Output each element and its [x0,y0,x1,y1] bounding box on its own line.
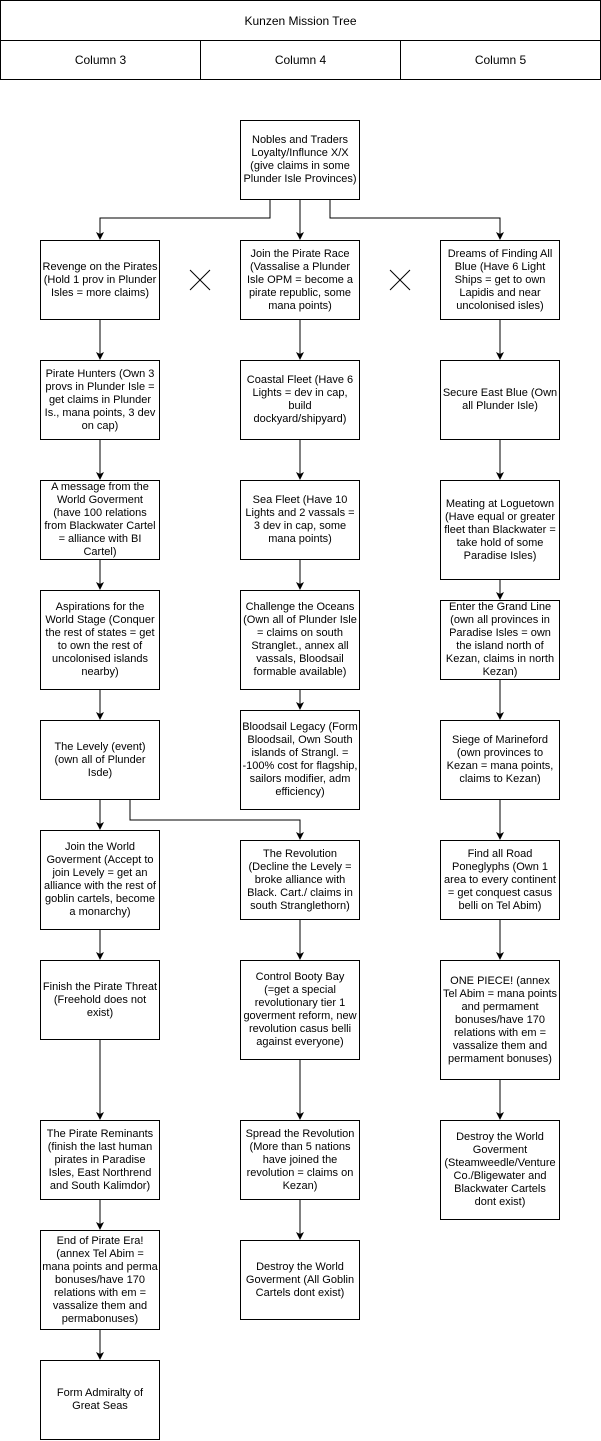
edge-root-c3 [100,200,270,239]
mission-revenge-on-pirates: Revenge on the Pirates (Hold 1 prov in Plunder Isles = more claims) [40,240,160,320]
mission-spread-the-revolution: Spread the Revolution (More than 5 nations have joined the revolution = claims on Kezan) [240,1120,360,1200]
mission-dreams-of-all-blue: Dreams of Finding All Blue (Have 6 Light Ships = get to own Lapidis and near uncolonised isles) [440,240,560,320]
mission-coastal-fleet: Coastal Fleet (Have 6 Lights = dev in cap, build dockyard/shipyard) [240,360,360,440]
column-header-4: Column 4 [200,40,401,80]
mission-join-pirate-race: Join the Pirate Race (Vassalise a Plunder Isle OPM = become a pirate republic, some mana points) [240,240,360,320]
exclusive-x-mark [390,270,410,290]
mission-destroy-world-goverment-c5: Destroy the World Goverment (Steamweedle/Venture Co./Bligewater and Blackwater Cartels dont exist) [440,1120,560,1220]
mission-pirate-reminants: The Pirate Reminants (finish the last human pirates in Paradise Isles, East Northrend and South Kalimdor) [40,1120,160,1200]
exclusive-x-mark [190,270,210,290]
mission-find-road-poneglyphs: Find all Road Poneglyphs (Own 1 area to every continent = get conquest casus belli on Tel Abim) [440,840,560,920]
mission-challenge-the-oceans: Challenge the Oceans (Own all of Plunder Isle = claims on south Stranglet., annex all vassals, Bloodsail formable available) [240,590,360,690]
mission-siege-of-marineford: Siege of Marineford (own provinces to Kezan = mana points, claims to Kezan) [440,720,560,800]
mission-join-world-goverment: Join the World Goverment (Accept to join Levely = get an alliance with the rest of goblin cartels, become a monarchy) [40,830,160,930]
mission-form-admiralty: Form Admiralty of Great Seas [40,1360,160,1440]
mission-bloodsail-legacy: Bloodsail Legacy (Form Bloodsail, Own South islands of Strangl. = -100% cost for flagship, sailors modifier, adm efficiency) [240,710,360,810]
mission-sea-fleet: Sea Fleet (Have 10 Lights and 2 vassals = 3 dev in cap, some mana points) [240,480,360,560]
column-header-5: Column 5 [400,40,601,80]
mission-meating-at-loguetown: Meating at Loguetown (Have equal or greater fleet than Blackwater = take hold of some Paradise Isles) [440,480,560,580]
mission-enter-grand-line: Enter the Grand Line (own all provinces in Paradise Isles = own the island north of Kezan, claims in north Kezan) [440,600,560,680]
mission-one-piece: ONE PIECE! (annex Tel Abim = mana points and permament bonuses/have 170 relations with em = vassalize them and permament bonuses) [440,960,560,1080]
mission-the-levely: The Levely (event) (own all of Plunder Isde) [40,720,160,800]
mission-world-goverment-message: A message from the World Goverment (have 100 relations from Blackwater Cartel = alliance with BI Cartel) [40,480,160,560]
column-header-3: Column 3 [0,40,201,80]
mission-finish-pirate-threat: Finish the Pirate Threat (Freehold does not exist) [40,960,160,1040]
mission-end-of-pirate-era: End of Pirate Era! (annex Tel Abim = mana points and perma bonuses/have 170 relations with em = vassalize them and permabonuses) [40,1230,160,1330]
mission-the-revolution: The Revolution (Decline the Levely = broke alliance with Black. Cart./ claims in south Stranglethorn) [240,840,360,920]
diagram-title: Kunzen Mission Tree [0,0,601,41]
mission-secure-east-blue: Secure East Blue (Own all Plunder Isle) [440,360,560,440]
mission-control-booty-bay: Control Booty Bay (=get a special revolutionary tier 1 goverment reform, new revolution casus belli against everyone) [240,960,360,1060]
edge-root-c5 [330,200,500,239]
mission-root: Nobles and Traders Loyalty/Influnce X/X (give claims in some Plunder Isle Provinces) [240,120,360,200]
mission-destroy-world-goverment-c4: Destroy the World Goverment (All Goblin Cartels dont exist) [240,1240,360,1320]
mission-aspirations-world-stage: Aspirations for the World Stage (Conquer the rest of states = get to own the rest of uncolonised islands nearby) [40,590,160,690]
mission-pirate-hunters: Pirate Hunters (Own 3 provs in Plunder Isle = get claims in Plunder Is., mana points, 3 dev on cap) [40,360,160,440]
